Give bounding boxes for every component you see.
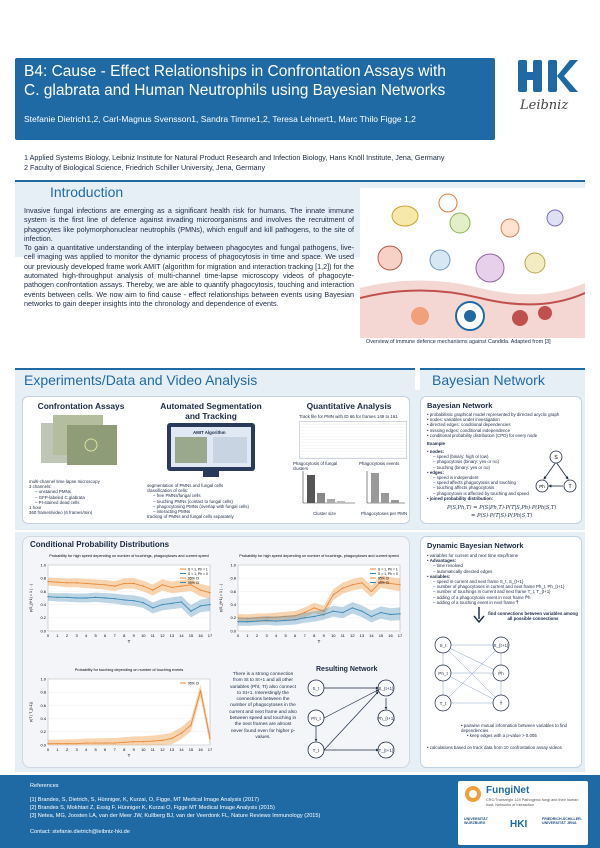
- data-point: [76, 597, 77, 598]
- x-tick-label: 14: [369, 633, 374, 638]
- data-point: [285, 620, 286, 621]
- x-tick-label: 5: [284, 633, 287, 638]
- y-tick-label: 0.8: [40, 689, 46, 695]
- data-point: [171, 738, 172, 739]
- data-point: [57, 597, 58, 598]
- microscope-images: [41, 415, 121, 471]
- node-t: T: [568, 484, 572, 490]
- data-point: [76, 582, 77, 583]
- x-tick-label: 10: [141, 747, 146, 752]
- x-tick-label: 13: [359, 633, 365, 638]
- legend-label: S = 1, Ph = 0: [188, 571, 208, 576]
- chart-title: Probability for high speed depending on number of touchings, phagocytoses and current speed: [239, 554, 399, 558]
- x-tick-label: 2: [255, 633, 259, 638]
- data-point: [143, 585, 144, 586]
- data-point: [95, 583, 96, 584]
- x-tick-label: 12: [350, 633, 355, 638]
- data-point: [200, 690, 201, 691]
- data-point: [371, 616, 372, 617]
- x-axis-label: T: [127, 639, 131, 644]
- data-point: [95, 742, 96, 743]
- x-tick-label: 3: [75, 747, 78, 752]
- data-point: [361, 611, 362, 612]
- cpd-text-block: There is a strong connection from St to St+1 and all other variables (Pht, Tt) also connect to St+1. Interestingly the connections between the number of phagocytoses in the current and next frame and also between speed and touching in the next frames are almost never found even for higher p-values.: [229, 672, 297, 740]
- data-point: [133, 741, 134, 742]
- legend-label: 95% CI: [378, 580, 390, 585]
- dbn-bullets2: • pairwise mutual information between variables to find dependencies • keep edges with a p-value > 0.005: [461, 723, 567, 739]
- x-tick-label: 13: [169, 747, 175, 752]
- data-point: [152, 589, 153, 590]
- y-tick-label: 0.4: [40, 716, 46, 721]
- data-point: [104, 742, 105, 743]
- x-tick-label: 8: [123, 747, 126, 752]
- y-tick-label: 0.8: [40, 575, 46, 581]
- legend-label: S = 1, Ph = 0: [378, 571, 398, 576]
- legend-label: 95% CI: [188, 681, 200, 686]
- data-point: [95, 597, 96, 598]
- x-axis-label: T: [317, 639, 321, 644]
- sponsor-box: [458, 781, 588, 845]
- data-point: [133, 600, 134, 601]
- y-tick-label: 1.0: [230, 562, 236, 568]
- data-point: [47, 596, 48, 597]
- cpd-heading: Conditional Probability Distributions: [30, 540, 170, 549]
- data-point: [114, 742, 115, 743]
- formula-1: P(S,Ph,T) = P(S|Ph,T)·P(T|S,Ph)·P(Ph|S,T): [447, 505, 557, 511]
- x-tick-label: 11: [150, 633, 155, 638]
- funginet-title: FungiNet: [486, 785, 530, 796]
- down-arrow-icon: [473, 607, 485, 628]
- x-tick-label: 17: [207, 633, 213, 638]
- dbn-graph: [427, 633, 577, 717]
- resulting-title: Resulting Network: [316, 666, 378, 673]
- x-tick-label: 5: [94, 633, 97, 638]
- y-tick-label: 1.0: [40, 562, 46, 568]
- funginet-logo-icon: [464, 785, 482, 808]
- x-tick-label: 6: [104, 633, 107, 638]
- data-point: [256, 620, 257, 621]
- svg-text:Ph_{t+1}: Ph_{t+1}: [377, 716, 395, 721]
- x-tick-label: 1: [56, 747, 59, 752]
- immune-overview-figure: [360, 188, 585, 338]
- col2-title: Automated Segmentation and Tracking: [160, 401, 262, 421]
- chart-title: Probability for high speed depending on number of touchings, phagocytoses and current speed: [49, 554, 209, 558]
- data-point: [200, 589, 201, 590]
- chart-title: Probability for touching depending on number of touching events: [74, 668, 184, 672]
- ref-1: [1] Brandes, S, Dietrich, S, Hünniger, K, Kurzai, O, Figge, MT Medical Image Analysis (2017): [30, 797, 260, 803]
- data-point: [104, 584, 105, 585]
- x-tick-label: 0: [236, 633, 240, 638]
- svg-text:T̃: T̃: [499, 701, 503, 706]
- x-tick-label: 7: [303, 633, 306, 638]
- data-point: [333, 611, 334, 612]
- intro-text: Invasive fungal infections are emerging as a significant health risk for humans. The innate immune system is the first line of defence against invading microorganisms and involves the recruitment of phagocytes like polymorphonuclear neutrophils (PMNs), which engulf and kill pathogens, to the site of infection. To gain a quantitative understanding of the interplay between phagocytes and fungal pathogens, live-cell imaging was applied to monitor the dynamic process of phagocytosis in time and space. We used our previously developed frame work AMIT (algorithm for migration and interaction tracking [1,2]) for the automated high-throughput analysis of multi-channel time-lapse microscopy videos of phagocyte-pathogen confrontation assays. Thereby, we are able to quantify phagocytosis, touching and interaction events between cells. We now aim to find cause - effect relationships between events using Bayesian networks to gain deeper insights into the chronology and dependence of events.: [24, 206, 354, 308]
- col1-title: Confrontation Assays: [37, 401, 125, 411]
- legend-label: S = 1, Ph = 1: [378, 567, 398, 572]
- x-tick-label: 4: [85, 747, 88, 752]
- hist1: [297, 469, 357, 511]
- x-tick-label: 13: [169, 633, 175, 638]
- figure-caption: Overview of immune defence mechanisms against Candida. Adapted from [3]: [366, 339, 551, 345]
- data-point: [57, 581, 58, 582]
- x-tick-label: 9: [132, 747, 135, 752]
- data-point: [114, 598, 115, 599]
- x-tick-label: 8: [123, 633, 126, 638]
- data-point: [190, 611, 191, 612]
- bayes-panel: [420, 396, 582, 524]
- hist1-xlabel: Cluster size: [313, 511, 336, 516]
- funginet-sub: CRC/Transregio 124 Pathogenic fungi and their human host: Networks of Interaction: [486, 798, 579, 807]
- svg-text:S_{t+1}: S_{t+1}: [378, 686, 394, 691]
- x-tick-label: 1: [56, 633, 59, 638]
- leibniz-logo: Leibniz: [520, 98, 569, 113]
- y-tick-label: 0.2: [40, 729, 46, 735]
- hist2: [361, 469, 407, 511]
- hist1-title: Phagocytosis of fungal clusters: [293, 461, 338, 472]
- x-tick-label: 14: [179, 747, 184, 752]
- y-axis-label: p(T | T_{t-1}): [29, 701, 33, 723]
- x-tick-label: 9: [322, 633, 325, 638]
- x-tick-label: 10: [141, 633, 146, 638]
- svg-text:T_t: T_t: [439, 701, 447, 706]
- data-point: [76, 743, 77, 744]
- legend-label: 95% CI: [188, 576, 200, 581]
- data-point: [104, 597, 105, 598]
- bayes-heading: Bayesian Network: [432, 372, 545, 388]
- x-tick-label: 9: [132, 633, 135, 638]
- data-point: [85, 742, 86, 743]
- svg-text:P̃h: P̃h: [498, 671, 504, 676]
- data-point: [352, 607, 353, 608]
- cpd-chart-1: [26, 551, 216, 647]
- col2-list: segmentation of PMNs and fungal cells classification of cells: – free PMNs/fungal cells – touching PMNs (contact to fungal cells) – phagocytosing PMNs (overlap with fungal cells) – interacting PMNs tracking of PMNs and fungal cells separately: [147, 483, 249, 520]
- x-tick-label: 17: [207, 747, 213, 752]
- data-point: [390, 614, 391, 615]
- data-point: [162, 584, 163, 585]
- data-point: [294, 619, 295, 620]
- x-tick-label: 15: [378, 633, 384, 638]
- poster-title: B4: Cause - Effect Relationships in Confrontation Assays with C. glabrata and Human Neutrophils using Bayesian Networks: [24, 63, 446, 99]
- x-tick-label: 4: [275, 633, 278, 638]
- find-connections-label: find connections between variables among all possible connections: [488, 611, 578, 622]
- data-point: [181, 585, 182, 586]
- svg-text:Ph_t: Ph_t: [311, 716, 321, 721]
- ref-2: [2] Brandes S, Mokhtari Z, Essig F, Hünniger K, Kurzai O, Figge MT Medical Image Analysis (2015): [30, 805, 275, 811]
- dbn-title: Dynamic Bayesian Network: [427, 541, 524, 550]
- data-point: [247, 621, 248, 622]
- x-tick-label: 10: [331, 633, 336, 638]
- x-tick-label: 6: [294, 633, 297, 638]
- formula-2: = P(S)·P(T|S)·P(Ph|S,T): [471, 513, 533, 519]
- svg-text:Ph_t: Ph_t: [438, 671, 448, 676]
- col3-title: Quantitative Analysis: [306, 401, 392, 411]
- node-s: S: [554, 455, 558, 461]
- x-tick-label: 12: [160, 747, 165, 752]
- data-point: [209, 604, 210, 605]
- hki-footer-logo: HKI: [510, 819, 528, 830]
- data-point: [190, 725, 191, 726]
- bayes-example-list: • nodes: – speed (binary: high or low) – phagocytosis (binary: yes or no) – touching (binary: yes or no) • edges: – speed is independent – speed affects phagocytosis and touching – touching affects phagocytosis – phagocytosis is affected by touching and speed • joined probability distribution:: [427, 449, 529, 501]
- affiliation-2: 2 Faculty of Biological Science, Friedrich Schiller University, Jena, Germany: [24, 163, 266, 172]
- data-point: [66, 743, 67, 744]
- y-tick-label: 0.6: [40, 702, 46, 708]
- data-point: [143, 602, 144, 603]
- data-point: [314, 607, 315, 608]
- track-table: [299, 421, 407, 459]
- col1-list: multi-channel time lapse microscopy 3 channels: – unstained PMNs – GFP-labeled C.glabrata – PI-stained dead cells 1 hour 360 frames/video (6 frames/min): [29, 479, 100, 516]
- data-point: [304, 617, 305, 618]
- data-point: [209, 738, 210, 739]
- cpd-chart-3: [26, 665, 216, 761]
- y-tick-label: 0.0: [40, 742, 46, 748]
- legend-label: 95% CI: [188, 580, 200, 585]
- data-point: [162, 740, 163, 741]
- data-point: [114, 585, 115, 586]
- x-tick-label: 14: [179, 633, 184, 638]
- experiments-heading: Experiments/Data and Video Analysis: [24, 372, 258, 388]
- amit-label: AMIT Algorithm: [193, 430, 226, 435]
- x-tick-label: 16: [198, 747, 203, 752]
- ref-3: [3] Netea, MG, Joosten LA, van der Meer JW, Kullberg BJ, van der Veerdonk FL, Nature Reviews Immunology (2015): [30, 813, 321, 819]
- legend-label: S = 1, Ph = 1: [188, 567, 208, 572]
- y-tick-label: 0.4: [40, 602, 46, 607]
- example-dag: [533, 449, 579, 495]
- authors: Stefanie Dietrich1,2, Carl-Magnus Svensson1, Sandra Timme1,2, Teresa Lehnert1, Marc Thilo Figge 1,2: [24, 114, 416, 124]
- x-tick-label: 12: [160, 633, 165, 638]
- data-point: [124, 599, 125, 600]
- intro-heading: Introduction: [50, 184, 124, 200]
- data-point: [361, 582, 362, 583]
- x-tick-label: 8: [313, 633, 316, 638]
- data-point: [266, 620, 267, 621]
- x-tick-label: 11: [150, 747, 155, 752]
- data-point: [314, 616, 315, 617]
- data-point: [162, 604, 163, 605]
- data-point: [323, 614, 324, 615]
- x-tick-label: 15: [188, 633, 194, 638]
- x-tick-label: 3: [75, 633, 78, 638]
- data-point: [237, 621, 238, 622]
- data-point: [371, 591, 372, 592]
- y-tick-label: 0.8: [230, 575, 236, 581]
- uni-wuerzburg-logo: UNIVERSITÄT WÜRZBURG: [464, 817, 488, 826]
- x-tick-label: 5: [94, 747, 97, 752]
- uni-jena-logo: FRIEDRICH-SCHILLER-UNIVERSITÄT JENA: [542, 817, 582, 826]
- data-point: [57, 743, 58, 744]
- data-point: [352, 584, 353, 585]
- svg-text:S_t: S_t: [439, 643, 447, 648]
- cpd-chart-2: [216, 551, 406, 647]
- x-tick-label: 2: [65, 633, 69, 638]
- data-point: [181, 601, 182, 602]
- x-tick-label: 11: [340, 633, 345, 638]
- track-caption: Track file for PMN with ID 66 for frames 149 to 161: [299, 414, 398, 419]
- node-ph: Ph: [539, 484, 545, 489]
- x-tick-label: 3: [265, 633, 268, 638]
- x-tick-label: 16: [198, 633, 203, 638]
- data-point: [152, 607, 153, 608]
- x-tick-label: 17: [397, 633, 403, 638]
- experiments-panel: [22, 396, 410, 524]
- svg-text:S_t: S_t: [312, 686, 320, 691]
- x-tick-label: 1: [246, 633, 249, 638]
- hist2-xlabel: Phagocytoses per PMN: [361, 511, 408, 516]
- data-point: [399, 584, 400, 585]
- data-point: [275, 620, 276, 621]
- data-point: [171, 603, 172, 604]
- data-point: [181, 732, 182, 733]
- data-point: [342, 587, 343, 588]
- x-tick-label: 2: [65, 747, 69, 752]
- dbn-bullets3: • calculations based on track data from 10 confrontation assay videos: [427, 745, 562, 750]
- data-point: [390, 583, 391, 584]
- data-point: [47, 581, 48, 582]
- contact-link[interactable]: Contact: stefanie.dietrich@leibniz-hki.de: [30, 829, 130, 835]
- affiliation-1: 1 Applied Systems Biology, Leibniz Institute for Natural Product Research and Infection Biology, Hans Knöll Institute, Jena, Germany: [24, 153, 445, 162]
- dbn-list: • variables for current and next time step/frame • Advantages: – time resolved – automatically directed edges • variables: – speed in current and next frame S_t, S_{t+1} – number of phagocytoses in current and next frame Ph_t, Ph_{t+1} – number of touchings in current and next frame T_t, T_{t+1} – adding of a phagocytosis event in next frame P̃h – adding of a touching event in next frame T̃: [427, 553, 565, 605]
- x-tick-label: 7: [113, 747, 116, 752]
- x-tick-label: 6: [104, 747, 107, 752]
- data-point: [124, 583, 125, 584]
- y-tick-label: 0.0: [40, 628, 46, 634]
- y-tick-label: 1.0: [40, 676, 46, 682]
- svg-text:S_{t+1}: S_{t+1}: [493, 643, 509, 648]
- y-tick-label: 0.4: [230, 602, 236, 607]
- y-tick-label: 0.6: [230, 588, 236, 594]
- x-tick-label: 7: [113, 633, 116, 638]
- hist2-title: Phagocytosis events: [359, 461, 400, 466]
- data-point: [124, 742, 125, 743]
- refs-title: References: [30, 783, 59, 789]
- x-tick-label: 0: [46, 747, 50, 752]
- data-point: [399, 613, 400, 614]
- y-axis-label: p(S_{t+1} = 1 | ...): [29, 583, 33, 613]
- y-tick-label: 0.6: [40, 588, 46, 594]
- data-point: [152, 740, 153, 741]
- data-point: [66, 582, 67, 583]
- y-tick-label: 0.2: [40, 615, 46, 621]
- data-point: [342, 612, 343, 613]
- data-point: [47, 743, 48, 744]
- data-point: [66, 597, 67, 598]
- data-point: [143, 741, 144, 742]
- data-point: [171, 587, 172, 588]
- x-axis-label: T: [127, 753, 131, 758]
- svg-text:T_t: T_t: [312, 748, 320, 753]
- resulting-network: [302, 666, 408, 764]
- data-point: [200, 605, 201, 606]
- legend-label: 95% CI: [378, 576, 390, 581]
- y-tick-label: 0.0: [230, 628, 236, 634]
- data-point: [85, 597, 86, 598]
- svg-text:T_{t+1}: T_{t+1}: [378, 748, 394, 753]
- bayes-list: • probabilistic graphical model represented by directed acyclic graph • nodes: variables under investigation • directed edges: conditional dependencies • missing edges: conditional independence • conditional probability distribution (CPD) for every node: [427, 412, 560, 438]
- bayes-box-title: Bayesian Network: [427, 401, 493, 410]
- x-tick-label: 16: [388, 633, 393, 638]
- data-point: [133, 583, 134, 584]
- x-tick-label: 4: [85, 633, 88, 638]
- x-tick-label: 0: [46, 633, 50, 638]
- y-tick-label: 0.2: [230, 615, 236, 621]
- x-tick-label: 15: [188, 747, 194, 752]
- data-point: [209, 592, 210, 593]
- hki-logo: [512, 58, 582, 94]
- example-label: Example: [427, 441, 446, 446]
- data-point: [85, 583, 86, 584]
- data-point: [333, 594, 334, 595]
- y-axis-label: p(S_{t+1} = 1 | ...): [219, 583, 223, 613]
- data-point: [380, 612, 381, 613]
- dbn-panel: [420, 536, 582, 768]
